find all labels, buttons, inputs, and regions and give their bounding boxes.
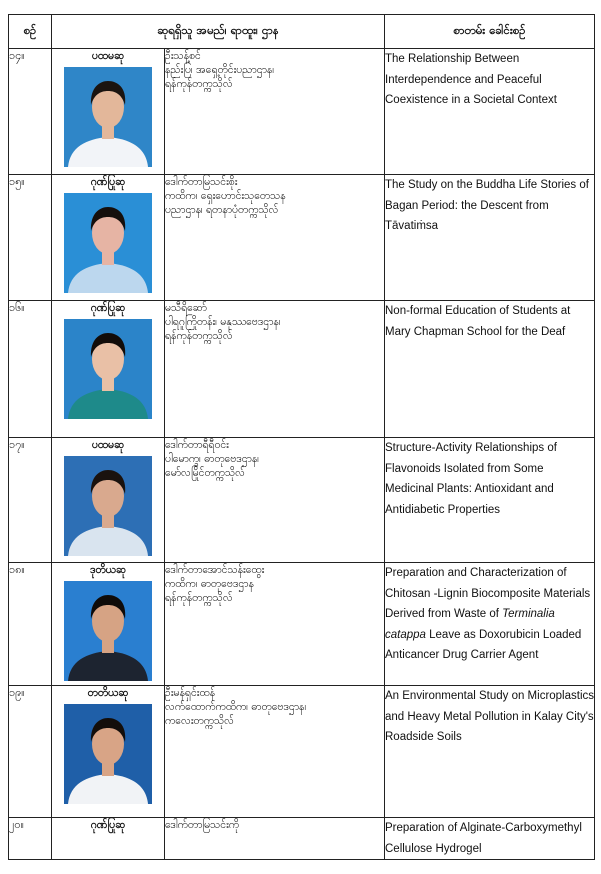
award-cell [52, 301, 165, 438]
recipient-cell [165, 175, 385, 301]
title-part: Leave as Doxorubicin Loaded Anticancer Drug Carrier Agent [385, 628, 582, 661]
recipient-cell [165, 818, 385, 860]
award-cell [52, 818, 165, 860]
award-label: ပထမဆု [91, 50, 125, 62]
table-row [9, 49, 595, 175]
recipient-name: ဦးသန့်စင် [165, 50, 201, 62]
paper-title: Non-formal Education of Students at Mary Chapman School for the Deaf [385, 301, 595, 438]
table-row [9, 301, 595, 438]
recipient-university: မော်လမြိုင်တက္ကသိုလ် [165, 467, 245, 479]
award-cell [52, 438, 165, 563]
header-name: ဆုရရှိသူ အမည်၊ ရာထူး၊ ဌာန [52, 15, 385, 49]
paper-title: Structure-Activity Relationships of Flavonoids Isolated from Some Medicinal Plants: Antioxidant and Antidiabetic Properties [385, 438, 595, 563]
recipient-name: ဒေါက်တာမြသင်းစိုး [165, 176, 238, 188]
recipient-university: ပညာဌာန၊ ရတနာပုံတက္ကသိုလ် [165, 204, 279, 216]
recipient-name: ဒေါက်တာမြသင်းကို [165, 819, 240, 831]
title-part: Preparation and Characterization of Chitosan -Lignin Biocomposite Materials Derived from Waste of [385, 567, 591, 620]
recipient-cell [165, 438, 385, 563]
recipient-cell [165, 301, 385, 438]
recipient-cell [165, 49, 385, 175]
row-number: ၂၀။ [9, 818, 52, 860]
recipient-cell [165, 686, 385, 818]
award-label: ဂုဏ်ပြုဆု [90, 176, 126, 188]
recipient-cell [165, 563, 385, 686]
table-row [9, 438, 595, 563]
portrait-photo [64, 581, 152, 681]
portrait-photo [64, 456, 152, 556]
portrait-photo [64, 319, 152, 419]
award-label: ဂုဏ်ပြုဆု [90, 819, 126, 831]
recipient-position: နည်းပြ၊ အရှေ့တိုင်းပညာဌာန၊ [165, 64, 274, 76]
recipient-position: လက်ထောက်ကထိက၊ ဓာတုဗေဒဌာန၊ [165, 701, 307, 713]
row-number: ၁၅။ [9, 175, 52, 301]
award-cell [52, 686, 165, 818]
header-title: စာတမ်း ခေါင်းစဉ် [385, 15, 595, 49]
recipient-name: မသီရိဆော် [165, 302, 207, 314]
recipient-name: ဦးမန်ရှင်းထန် [165, 687, 216, 699]
paper-title: The Study on the Buddha Life Stories of Bagan Period: the Descent from Tāvatiṁsa [385, 175, 595, 301]
recipient-position: ပါမောက္ခ၊ ဓာတုဗေဒဌာန၊ [165, 453, 259, 465]
award-label: ဂုဏ်ပြုဆု [90, 302, 126, 314]
award-label: ဒုတိယဆု [89, 564, 127, 576]
paper-title [385, 563, 595, 686]
recipient-position: ကထိက၊ ရှေးဟောင်းသုတေသန [165, 190, 286, 202]
row-number: ၁၈။ [9, 563, 52, 686]
recipient-university: ရန်ကုန်တက္ကသိုလ် [165, 78, 233, 90]
table-row [9, 686, 595, 818]
paper-title: An Environmental Study on Microplastics and Heavy Metal Pollution in Kalay City's Roadside Soils [385, 686, 595, 818]
recipient-position: ကထိက၊ ဓာတုဗေဒဌာန [165, 578, 254, 590]
table-row [9, 818, 595, 860]
paper-title: Preparation of Alginate-Carboxymethyl Cellulose Hydrogel [385, 818, 595, 860]
award-cell [52, 175, 165, 301]
recipient-university: ရန်ကုန်တက္ကသိုလ် [165, 592, 233, 604]
title-part-italic: Terminalia catappa [385, 608, 555, 641]
award-label: တတိယဆု [87, 687, 129, 699]
header-no: စဉ် [9, 15, 52, 49]
recipient-university: ကလေးတက္ကသိုလ် [165, 715, 234, 727]
recipient-position: ပါရဂူကြိုတန်း၊ မနုဿဗေဒဌာန၊ [165, 316, 281, 328]
portrait-photo [64, 704, 152, 804]
row-number: ၁၉။ [9, 686, 52, 818]
recipient-name: ဒေါက်တာရီရီဝင်း [165, 439, 229, 451]
table-header-row [9, 15, 595, 49]
row-number: ၁၄။ [9, 49, 52, 175]
row-number: ၁၆။ [9, 301, 52, 438]
portrait-photo [64, 193, 152, 293]
portrait-photo [64, 67, 152, 167]
award-label: ပထမဆု [91, 439, 125, 451]
recipient-name: ဒေါက်တာအောင်သန်းထွေး [165, 564, 265, 576]
award-cell [52, 49, 165, 175]
recipient-university: ရန်ကုန်တက္ကသိုလ် [165, 330, 233, 342]
table-row [9, 175, 595, 301]
row-number: ၁၇။ [9, 438, 52, 563]
paper-title: The Relationship Between Interdependence and Peaceful Coexistence in a Societal Context [385, 49, 595, 175]
awards-table [8, 14, 595, 860]
award-cell [52, 563, 165, 686]
table-row [9, 563, 595, 686]
